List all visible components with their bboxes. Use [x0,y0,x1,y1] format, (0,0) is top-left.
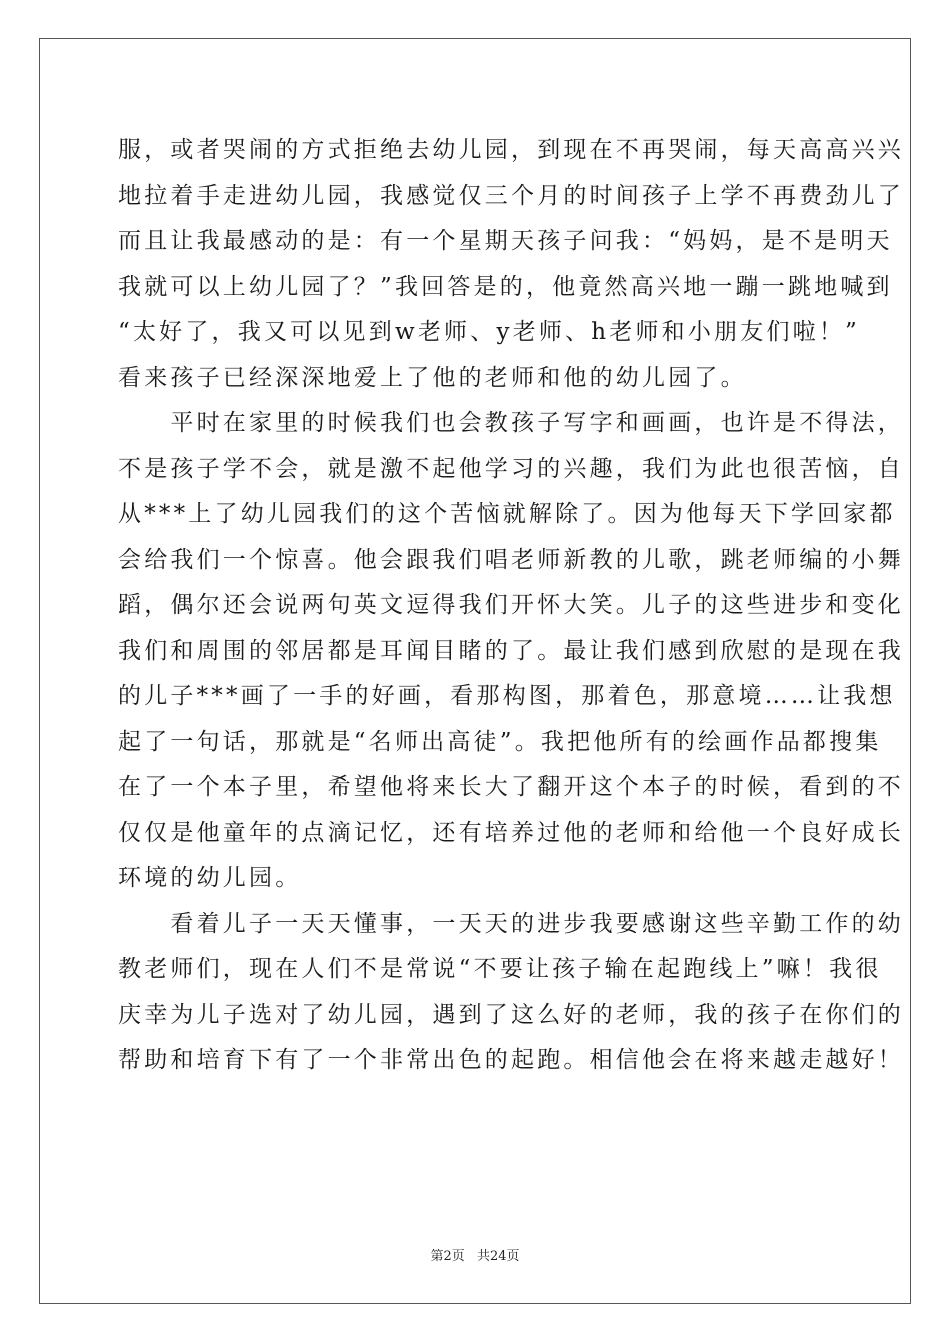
text-line: 教老师们，现在人们不是常说“不要让孩子输在起跑线上”嘛！我很 [118,956,882,982]
text-line: 帮助和培育下有了一个非常出色的起跑。相信他会在将来越走越好！ [118,1047,904,1073]
text-line: 不是孩子学不会，就是激不起他学习的兴趣，我们为此也很苦恼，自 [118,455,904,482]
page-number: 第2页 [430,1249,465,1264]
text-line: 看着儿子一天天懂事，一天天的进步我要感谢这些辛勤工作的幼 [118,910,904,937]
text-line: 在了一个本子里，希望他将来长大了翻开这个本子的时候，看到的不 [118,774,904,800]
page-total: 共24页 [476,1249,520,1264]
text-line: 我就可以上幼儿园了？”我回答是的，他竟然高兴地一蹦一跳地喊到 [118,273,893,300]
text-line: 的儿子***画了一手的好画，看那构图，那着色，那意境……让我想 [118,683,896,709]
page-footer [0,1245,950,1264]
text-line: 环境的幼儿园。 [118,865,302,891]
text-line: 平时在家里的时候我们也会教孩子写字和画画，也许是不得法， [118,410,904,436]
document-body [118,128,904,1084]
text-line: 而且让我最感动的是：有一个星期天孩子问我：“妈妈，是不是明天 [118,228,893,254]
text-line: 蹈，偶尔还会说两句英文逗得我们开怀大笑。儿子的这些进步和变化 [118,592,904,618]
text-line: 庆幸为儿子选对了幼儿园，遇到了这么好的老师，我的孩子在你们的 [118,1001,904,1028]
text-line: 看来孩子已经深深地爱上了他的老师和他的幼儿园了。 [118,364,747,391]
text-line: 从***上了幼儿园我们的这个苦恼就解除了。因为他每天下学回家都 [118,501,896,527]
text-line: 起了一句话，那就是“名师出高徒”。我把他所有的绘画作品都搜集 [118,728,882,755]
text-line: 地拉着手走进幼儿园，我感觉仅三个月的时间孩子上学不再费劲儿了 [118,182,904,209]
text-line: 服，或者哭闹的方式拒绝去幼儿园，到现在不再哭闹，每天高高兴兴 [118,137,904,163]
text-line: 仅仅是他童年的点滴记忆，还有培养过他的老师和给他一个良好成长 [118,819,904,846]
text-line: 会给我们一个惊喜。他会跟我们唱老师新教的儿歌，跳老师编的小舞 [118,546,904,573]
text-line: 我们和周围的邻居都是耳闻目睹的了。最让我们感到欣慰的是现在我 [118,637,904,664]
text-line: “太好了，我又可以见到w老师、y老师、h老师和小朋友们啦！” [118,319,861,345]
